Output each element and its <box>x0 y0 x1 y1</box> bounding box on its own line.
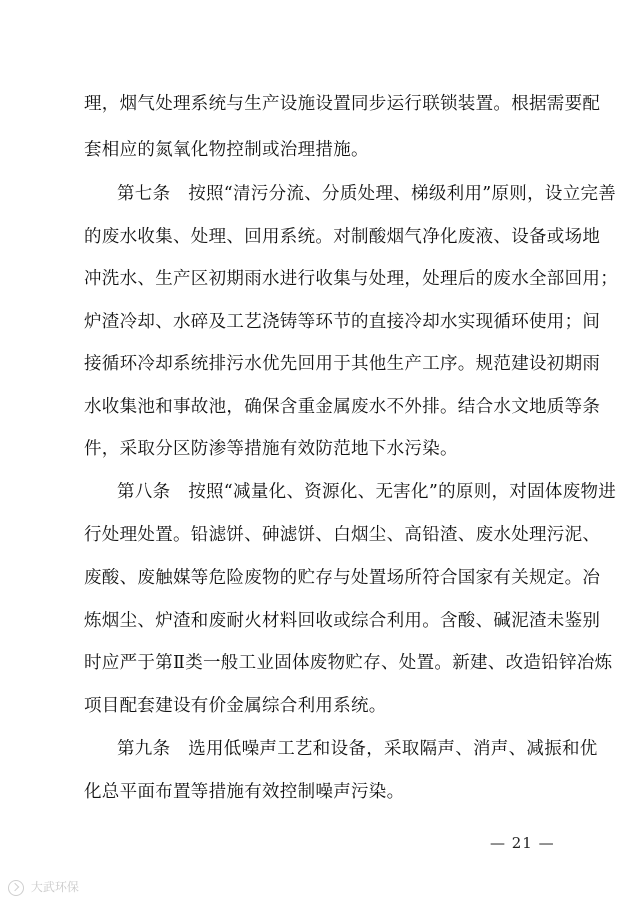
watermark <box>8 878 79 896</box>
paragraph-line: 炉渣冷却、水碎及工艺浇铸等环节的直接冷却水实现循环使用；间 <box>84 312 601 332</box>
paragraph-line: 套相应的氮氧化物控制或治理措施。 <box>84 140 369 160</box>
paragraph-line: 化总平面布置等措施有效控制噪声污染。 <box>84 782 405 802</box>
paragraph-line: 行处理处置。铅滤饼、砷滤饼、白烟尘、高铅渣、废水处理污泥、 <box>84 525 601 545</box>
paragraph-line: 理，烟气处理系统与生产设施设置同步运行联锁装置。根据需要配 <box>84 94 601 114</box>
paragraph-line: 项目配套建设有价金属综合利用系统。 <box>84 696 387 716</box>
article-8-heading-line: 第八条 按照“减量化、资源化、无害化”的原则，对固体废物进 <box>117 482 617 502</box>
page-number: — 21 — <box>490 834 555 852</box>
paragraph-line: 接循环冷却系统排污水优先回用于其他生产工序。规范建设初期雨 <box>84 354 601 374</box>
article-7-heading-line: 第七条 按照“清污分流、分质处理、梯级利用”原则，设立完善 <box>117 184 617 204</box>
paragraph-line: 废酸、废触媒等危险废物的贮存与处置场所符合国家有关规定。冶 <box>84 568 601 588</box>
paragraph-line: 炼烟尘、炉渣和废耐火材料回收或综合利用。含酸、碱泥渣未鉴别 <box>84 611 601 631</box>
paragraph-line: 件，采取分区防渗等措施有效防范地下水污染。 <box>84 439 458 459</box>
paragraph-line: 的废水收集、处理、回用系统。对制酸烟气净化废液、设备或场地 <box>84 227 601 247</box>
paragraph-line: 时应严于第Ⅱ类一般工业固体废物贮存、处置。新建、改造铅锌冶炼 <box>84 653 613 673</box>
paragraph-line: 冲洗水、生产区初期雨水进行收集与处理，处理后的废水全部回用； <box>84 269 618 289</box>
article-9-heading-line: 第九条 选用低噪声工艺和设备，采取隔声、消声、减振和优 <box>117 739 598 759</box>
watermark-text: 大武环保 <box>30 880 79 894</box>
watermark-logo-icon <box>8 880 24 896</box>
paragraph-line: 水收集池和事故池，确保含重金属废水不外排。结合水文地质等条 <box>84 397 601 417</box>
